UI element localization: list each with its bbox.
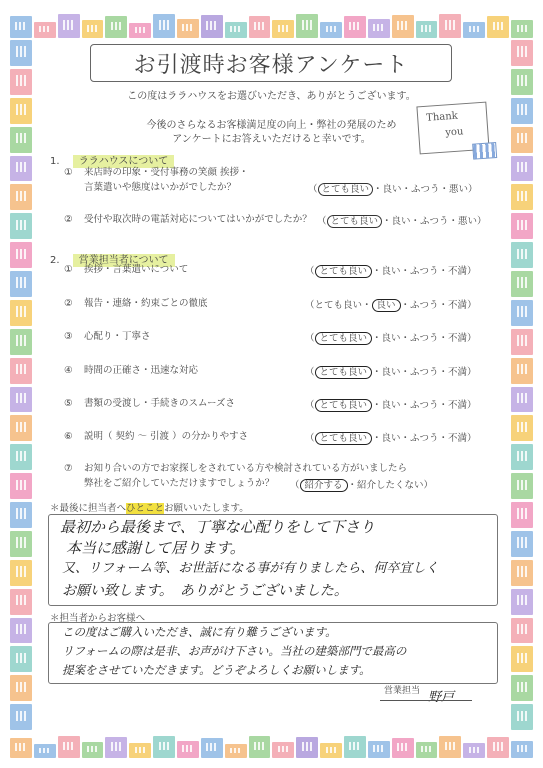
s2-q6-selected: とても良い — [315, 432, 373, 445]
s2-q2-selected: 良い — [372, 299, 401, 312]
s2-q1-answer: （ とても良い ・良い・ふつう・不満） — [305, 266, 477, 277]
signature-label: 営業担当 — [384, 686, 421, 696]
intro-line-1: この度はララハウスをお選びいただき、ありがとうございます。 — [127, 91, 416, 102]
s1-q2-num: ② — [64, 214, 73, 225]
comment-line-1: 最初から最後まで、丁寧な心配りをして下さり — [60, 518, 375, 536]
s2-q1-rest: ・良い・ふつう・不満 — [372, 266, 468, 277]
s1-q2-answer: （ とても良い ・良い・ふつう・悪い） — [317, 216, 487, 227]
signature: 野戸 — [428, 690, 455, 705]
comment-line-4: お願い致します。 ありがとうございました。 — [62, 583, 348, 599]
comment-line-2: 本当に感謝して居ります。 — [66, 539, 245, 557]
s2-q1-text: 挨拶・言葉遣いについて — [84, 264, 189, 275]
intro-line-2: 今後のさらなるお客様満足度の向上・弊社の発展のため — [146, 120, 397, 131]
s2-q3-text: 心配り・丁寧さ — [84, 331, 151, 342]
s1-q1-line2: 言葉遣いや態度はいかがでしたか？ — [84, 182, 237, 193]
reply-line-3: 提案をさせていただきます。どうぞよろしくお願いします。 — [62, 663, 371, 677]
comment-label-highlight: ひとこと — [126, 503, 165, 514]
s2-q5-selected: とても良い — [315, 399, 373, 412]
s2-q4-answer: （ とても良い ・良い・ふつう・不満） — [305, 367, 477, 378]
s2-q3-rest: ・良い・ふつう・不満 — [372, 333, 468, 344]
building-border-bottom — [10, 734, 533, 758]
s2-q6-rest: ・良い・ふつう・不満 — [372, 433, 468, 444]
s2-q6-num: ⑥ — [64, 431, 73, 442]
page-title: お引渡時お客様アンケート — [133, 52, 409, 78]
s2-q5-text: 書類の受渡し・手続きのスムーズさ — [84, 398, 236, 409]
building-border-top — [10, 12, 533, 38]
s1-q1-rest: ・良い・ふつう・悪い — [373, 184, 469, 195]
s2-q3-answer: （ とても良い ・良い・ふつう・不満） — [305, 333, 477, 344]
s2-q7-line2: 弊社をご紹介していただけますでしょうか？ — [84, 478, 275, 489]
section2-number: 2. — [50, 255, 60, 266]
reply-line-1: この度はご購入いただき、誠に有り難うございます。 — [62, 625, 337, 639]
s2-q4-rest: ・良い・ふつう・不満 — [372, 367, 468, 378]
s2-q5-num: ⑤ — [64, 398, 73, 409]
s2-q4-selected: とても良い — [315, 366, 373, 379]
flag-icon — [472, 142, 497, 160]
section1-number: 1. — [50, 156, 60, 167]
s2-q1-num: ① — [64, 264, 73, 275]
s2-q7-answer: （ 紹介する ・紹介したくない） — [290, 480, 434, 491]
s2-q2-pre: とても良い・ — [314, 300, 372, 311]
reply-line-2: リフォームの際は是非、お声がけ下さい。当社の建築部門で最高の — [62, 644, 407, 658]
comment-label-suffix: お願いいたします。 — [164, 503, 249, 514]
s2-q7-num: ⑦ — [64, 463, 73, 474]
intro-line-3: アンケートにお答えいただけると幸いです。 — [172, 134, 371, 145]
comment-label — [50, 500, 249, 514]
reply-label: ＊担当者からお客様へ — [50, 613, 146, 624]
s1-q1-line1: 来店時の印象・受付事務の笑顔 挨拶・ — [84, 167, 249, 178]
comment-label-prefix: ＊最後に担当者へ — [50, 503, 127, 514]
s2-q2-answer: （とても良い・ 良い ・ふつう・不満） — [305, 300, 477, 311]
s1-q2-rest: ・良い・ふつう・悪い — [382, 216, 478, 227]
section1-title: ララハウスについて — [73, 155, 175, 168]
signature-line — [380, 700, 472, 701]
s2-q6-text: 説明（ 契約 〜 引渡 ）の分かりやすさ — [84, 431, 249, 442]
s1-q2-text: 受付や取次時の電話対応についてはいかがでしたか？ — [84, 214, 312, 225]
section1-heading — [50, 152, 174, 167]
s2-q2-text: 報告・連絡・約束ごとの徹底 — [84, 298, 208, 309]
s2-q2-num: ② — [64, 298, 73, 309]
comment-line-3: 又、リフォーム等、お世話になる事が有りましたら、何卒宜しく — [62, 561, 439, 576]
s2-q5-answer: （ とても良い ・良い・ふつう・不満） — [305, 400, 477, 411]
s2-q7-selected: 紹介する — [300, 479, 348, 492]
s2-q4-text: 時間の正確さ・迅速な対応 — [84, 365, 199, 376]
s1-q1-answer: （ とても良い ・良い・ふつう・悪い） — [308, 184, 478, 195]
s2-q4-num: ④ — [64, 365, 73, 376]
s1-q1-selected: とても良い — [318, 183, 374, 196]
thank-you-sign — [416, 102, 489, 155]
s2-q6-answer: （ とても良い ・良い・ふつう・不満） — [305, 433, 477, 444]
s2-q7-line1: お知り合いの方でお家探しをされている方や検討されている方がいましたら — [84, 463, 408, 474]
s2-q7-rest: ・紹介したくない — [347, 480, 424, 491]
s2-q3-selected: とても良い — [315, 332, 373, 345]
s2-q1-selected: とても良い — [315, 265, 373, 278]
s2-q5-rest: ・良い・ふつう・不満 — [372, 400, 468, 411]
thank-you-line1: Thank — [425, 110, 459, 124]
thank-you-line2: you — [444, 126, 464, 139]
section2-title: 営業担当者について — [73, 254, 175, 267]
s2-q3-num: ③ — [64, 331, 73, 342]
s2-q2-rest: ・ふつう・不満 — [400, 300, 468, 311]
s1-q2-selected: とても良い — [327, 215, 383, 228]
s1-q1-num: ① — [64, 167, 73, 178]
title-box — [90, 44, 452, 82]
